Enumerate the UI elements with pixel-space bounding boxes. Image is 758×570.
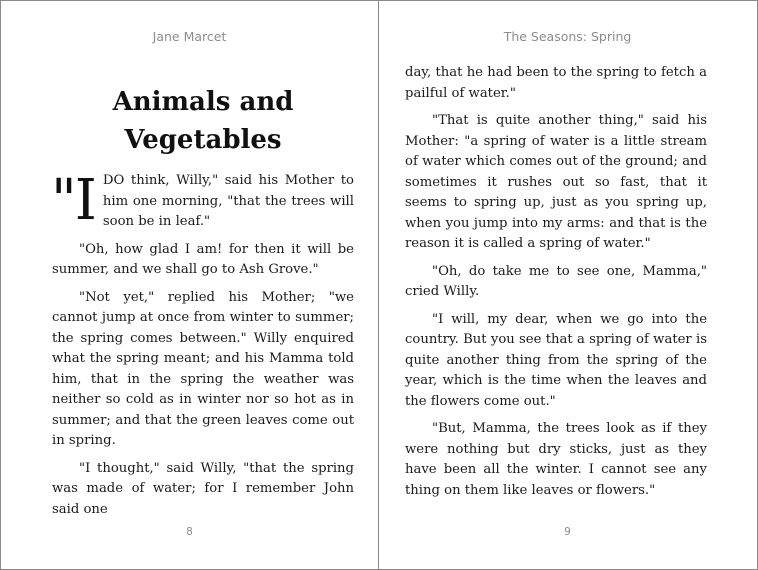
right-page[interactable] [379, 1, 756, 569]
paragraph [51, 168, 354, 233]
chapter-title: Animals and Vegetables [112, 87, 294, 155]
running-head-chapter: The Seasons: Spring [503, 29, 632, 44]
paragraph: "I will, my dear, when we go into the country. But you see that a spring of water is quite another thing from the spring of the year, which is the time when the leaves and the flowers come out." [405, 311, 707, 409]
paragraph: "Not yet," replied his Mother; "we cannot jump at once from winter to summer; the spring comes between." Willy enquired what the spring meant; and his Mamma told him, that in the spring the weather was neither so cold as in winter nor so hot as in summer; and that the green leaves come out in spring. [52, 289, 354, 448]
drop-cap: "I [51, 168, 95, 233]
left-page-text [51, 168, 354, 527]
paragraph-text: DO think, Willy," said his Mother to him one morning, "that the trees will soon be in leaf." [102, 173, 354, 229]
paragraph: day, that he had been to the spring to fetch a pailful of water." [405, 65, 707, 101]
running-head-author: Jane Marcet [152, 29, 227, 44]
paragraph: "I thought," said Willy, "that the spring was made of water; for I remember John said one [52, 460, 354, 517]
page-number: 9 [564, 526, 571, 538]
page-number: 8 [186, 526, 193, 538]
paragraph: "That is quite another thing," said his Mother: "a spring of water is a little stream of water which comes out of the ground; and sometimes it rushes out so fast, that it seems to spring up, just as you spring up, when you jump into my arms: and that is the reason it is called a spring of water." [405, 113, 707, 251]
left-page[interactable] [1, 1, 378, 569]
right-page-text [405, 63, 707, 508]
paragraph: "But, Mamma, the trees look as if they were nothing but dry sticks, just as they have been all the winter. I cannot see any thing on them like leaves or flowers." [405, 421, 707, 498]
paragraph: "Oh, do take me to see one, Mamma," cried Willy. [405, 263, 707, 299]
paragraph: "Oh, how glad I am! for then it will be summer, and we shall go to Ash Grove." [52, 241, 354, 277]
